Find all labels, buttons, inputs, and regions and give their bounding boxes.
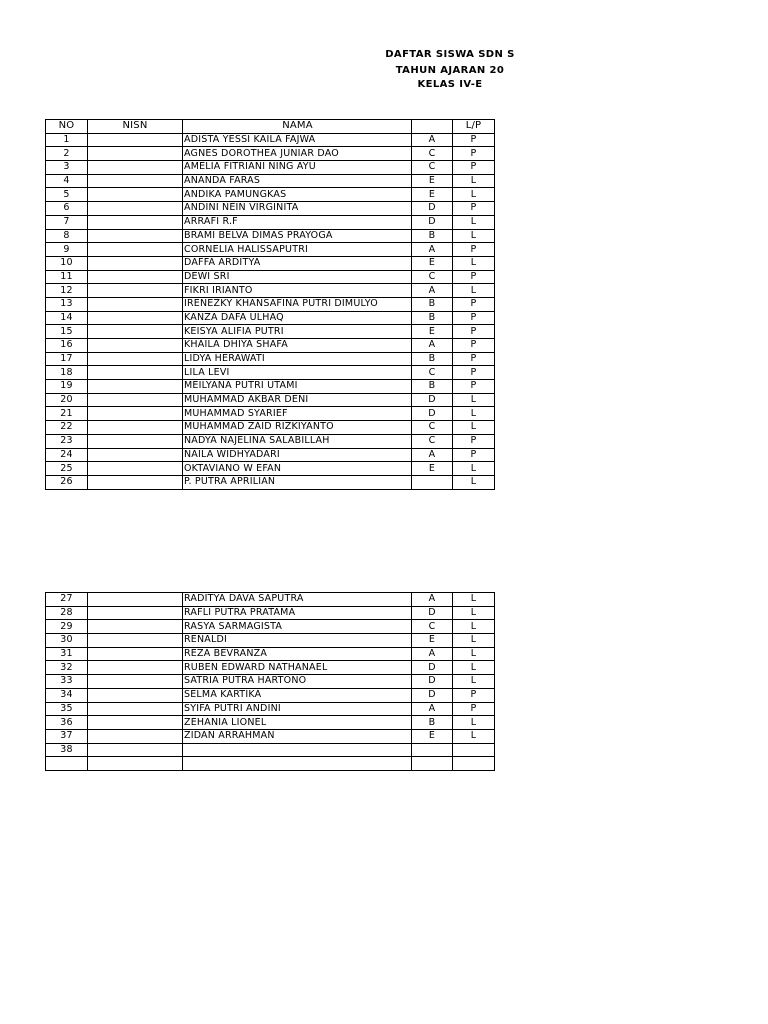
table-row xyxy=(46,215,495,229)
cell-nama: ANANDA FARAS xyxy=(183,174,412,188)
cell-group: E xyxy=(412,188,453,202)
cell-nisn xyxy=(88,339,183,353)
cell-lp: P xyxy=(453,352,495,366)
cell-nama: KHAILA DHIYA SHAFA xyxy=(183,339,412,353)
cell-nisn xyxy=(88,634,183,648)
cell-nama: CORNELIA HALISSAPUTRI xyxy=(183,243,412,257)
cell-no: 28 xyxy=(46,606,88,620)
cell-nisn xyxy=(88,688,183,702)
cell-nisn xyxy=(88,297,183,311)
cell-group: E xyxy=(412,174,453,188)
cell-no: 9 xyxy=(46,243,88,257)
table-row xyxy=(46,161,495,175)
table-row xyxy=(46,757,495,771)
cell-group: B xyxy=(412,297,453,311)
cell-lp: L xyxy=(453,407,495,421)
cell-lp: P xyxy=(453,702,495,716)
cell-lp: P xyxy=(453,202,495,216)
cell-nama: SELMA KARTIKA xyxy=(183,688,412,702)
table-row xyxy=(46,380,495,394)
cell-nama: DAFFA ARDITYA xyxy=(183,256,412,270)
cell-lp: L xyxy=(453,620,495,634)
cell-nisn xyxy=(88,243,183,257)
cell-lp: P xyxy=(453,688,495,702)
title-line-2: TAHUN AJARAN 20 xyxy=(395,65,505,76)
table-row xyxy=(46,256,495,270)
cell-nama: AMELIA FITRIANI NING AYU xyxy=(183,161,412,175)
cell-group: D xyxy=(412,661,453,675)
cell-group: D xyxy=(412,215,453,229)
table-row xyxy=(46,462,495,476)
cell-lp: P xyxy=(453,161,495,175)
cell-lp: P xyxy=(453,270,495,284)
cell-nama: ANDINI NEIN VIRGINITA xyxy=(183,202,412,216)
cell-nama: KANZA DAFA ULHAQ xyxy=(183,311,412,325)
cell-nisn xyxy=(88,147,183,161)
cell-nisn xyxy=(88,284,183,298)
cell-lp: L xyxy=(453,475,495,489)
cell-group: B xyxy=(412,311,453,325)
table-row xyxy=(46,716,495,730)
cell-nama: RASYA SARMAGISTA xyxy=(183,620,412,634)
cell-nama: KEISYA ALIFIA PUTRI xyxy=(183,325,412,339)
cell-group: A xyxy=(412,702,453,716)
cell-group: E xyxy=(412,729,453,743)
cell-group: E xyxy=(412,325,453,339)
cell-lp: P xyxy=(453,366,495,380)
cell-no: 29 xyxy=(46,620,88,634)
cell-lp: P xyxy=(453,133,495,147)
table-row xyxy=(46,202,495,216)
table-row xyxy=(46,174,495,188)
cell-lp: P xyxy=(453,339,495,353)
table-row xyxy=(46,688,495,702)
cell-no: 27 xyxy=(46,593,88,607)
cell-lp: L xyxy=(453,729,495,743)
cell-group: B xyxy=(412,380,453,394)
table-row xyxy=(46,475,495,489)
cell-no: 15 xyxy=(46,325,88,339)
cell-nama: AGNES DOROTHEA JUNIAR DAO xyxy=(183,147,412,161)
column-header-nama: NAMA xyxy=(183,120,412,134)
cell-nama: IRENEZKY KHANSAFINA PUTRI DIMULYO xyxy=(183,297,412,311)
cell-group: B xyxy=(412,716,453,730)
cell-no: 5 xyxy=(46,188,88,202)
table-row xyxy=(46,620,495,634)
cell-nisn xyxy=(88,620,183,634)
cell-no: 6 xyxy=(46,202,88,216)
cell-nama: P. PUTRA APRILIAN xyxy=(183,475,412,489)
cell-no: 38 xyxy=(46,743,88,757)
table-row xyxy=(46,339,495,353)
cell-lp: P xyxy=(453,434,495,448)
cell-nisn xyxy=(88,757,183,771)
cell-group: C xyxy=(412,421,453,435)
student-table-1 xyxy=(45,119,495,490)
cell-nama: REZA BEVRANZA xyxy=(183,647,412,661)
cell-nama: SATRIA PUTRA HARTONO xyxy=(183,675,412,689)
cell-no: 16 xyxy=(46,339,88,353)
cell-group: D xyxy=(412,688,453,702)
cell-nisn xyxy=(88,161,183,175)
cell-nama: NAILA WIDHYADARI xyxy=(183,448,412,462)
table-row xyxy=(46,270,495,284)
cell-group xyxy=(412,757,453,771)
cell-no: 31 xyxy=(46,647,88,661)
cell-nama: LIDYA HERAWATI xyxy=(183,352,412,366)
cell-nisn xyxy=(88,256,183,270)
cell-nama xyxy=(183,757,412,771)
cell-nama: NADYA NAJELINA SALABILLAH xyxy=(183,434,412,448)
cell-group xyxy=(412,475,453,489)
table-row xyxy=(46,634,495,648)
cell-lp: L xyxy=(453,593,495,607)
cell-nisn xyxy=(88,434,183,448)
cell-nama: DEWI SRI xyxy=(183,270,412,284)
cell-group: A xyxy=(412,647,453,661)
cell-no: 22 xyxy=(46,421,88,435)
cell-lp: P xyxy=(453,311,495,325)
cell-no: 7 xyxy=(46,215,88,229)
cell-no: 10 xyxy=(46,256,88,270)
cell-no: 35 xyxy=(46,702,88,716)
cell-group: A xyxy=(412,448,453,462)
cell-group: C xyxy=(412,434,453,448)
table-row xyxy=(46,675,495,689)
table-row xyxy=(46,407,495,421)
cell-no: 23 xyxy=(46,434,88,448)
cell-group: A xyxy=(412,284,453,298)
cell-nisn xyxy=(88,133,183,147)
cell-nisn xyxy=(88,188,183,202)
cell-nama: FIKRI IRIANTO xyxy=(183,284,412,298)
cell-group: E xyxy=(412,462,453,476)
title-line-1: DAFTAR SISWA SDN S xyxy=(385,49,515,60)
cell-group: D xyxy=(412,407,453,421)
table-row xyxy=(46,229,495,243)
cell-group: A xyxy=(412,593,453,607)
title-line-3: KELAS IV-E xyxy=(417,79,483,90)
table-row xyxy=(46,434,495,448)
cell-nama: RENALDI xyxy=(183,634,412,648)
cell-nama: ADISTA YESSI KAILA FAJWA xyxy=(183,133,412,147)
cell-nisn xyxy=(88,743,183,757)
table-row xyxy=(46,448,495,462)
cell-nisn xyxy=(88,229,183,243)
cell-nama xyxy=(183,743,412,757)
cell-no: 17 xyxy=(46,352,88,366)
cell-no: 21 xyxy=(46,407,88,421)
cell-lp: L xyxy=(453,256,495,270)
cell-group: E xyxy=(412,634,453,648)
cell-no: 12 xyxy=(46,284,88,298)
table-row xyxy=(46,133,495,147)
cell-nisn xyxy=(88,215,183,229)
table-row xyxy=(46,284,495,298)
cell-nisn xyxy=(88,593,183,607)
cell-group xyxy=(412,743,453,757)
table-row xyxy=(46,729,495,743)
cell-nama: ARRAFI R.F xyxy=(183,215,412,229)
cell-group: B xyxy=(412,229,453,243)
cell-nisn xyxy=(88,407,183,421)
cell-lp xyxy=(453,757,495,771)
cell-nisn xyxy=(88,174,183,188)
cell-nama: ZEHANIA LIONEL xyxy=(183,716,412,730)
cell-no: 13 xyxy=(46,297,88,311)
cell-nisn xyxy=(88,311,183,325)
cell-nama: MUHAMMAD SYARIEF xyxy=(183,407,412,421)
cell-no: 4 xyxy=(46,174,88,188)
cell-no: 25 xyxy=(46,462,88,476)
cell-nisn xyxy=(88,421,183,435)
cell-no: 20 xyxy=(46,393,88,407)
table-row xyxy=(46,243,495,257)
cell-group: D xyxy=(412,202,453,216)
cell-no: 3 xyxy=(46,161,88,175)
cell-group: C xyxy=(412,366,453,380)
cell-no: 32 xyxy=(46,661,88,675)
cell-lp: P xyxy=(453,380,495,394)
student-table-2 xyxy=(45,592,495,771)
table-row xyxy=(46,593,495,607)
cell-no xyxy=(46,757,88,771)
cell-lp: L xyxy=(453,647,495,661)
table-row xyxy=(46,606,495,620)
cell-lp: P xyxy=(453,297,495,311)
cell-lp: P xyxy=(453,325,495,339)
cell-group: B xyxy=(412,352,453,366)
cell-group: D xyxy=(412,675,453,689)
cell-no: 18 xyxy=(46,366,88,380)
table-row xyxy=(46,647,495,661)
cell-nisn xyxy=(88,325,183,339)
cell-lp: L xyxy=(453,229,495,243)
cell-nisn xyxy=(88,716,183,730)
cell-nama: RADITYA DAVA SAPUTRA xyxy=(183,593,412,607)
cell-nama: MEILYANA PUTRI UTAMI xyxy=(183,380,412,394)
cell-nisn xyxy=(88,661,183,675)
cell-nama: RUBEN EDWARD NATHANAEL xyxy=(183,661,412,675)
cell-nisn xyxy=(88,606,183,620)
cell-group: C xyxy=(412,620,453,634)
cell-lp: L xyxy=(453,661,495,675)
cell-nama: ZIDAN ARRAHMAN xyxy=(183,729,412,743)
cell-lp xyxy=(453,743,495,757)
cell-nama: SYIFA PUTRI ANDINI xyxy=(183,702,412,716)
cell-no: 14 xyxy=(46,311,88,325)
table-row xyxy=(46,325,495,339)
table-row xyxy=(46,421,495,435)
cell-group: C xyxy=(412,147,453,161)
cell-nisn xyxy=(88,729,183,743)
table-row xyxy=(46,311,495,325)
cell-lp: L xyxy=(453,215,495,229)
column-header-lp: L/P xyxy=(453,120,495,134)
cell-lp: L xyxy=(453,462,495,476)
cell-nama: LILA LEVI xyxy=(183,366,412,380)
cell-nisn xyxy=(88,448,183,462)
cell-nisn xyxy=(88,270,183,284)
cell-group: C xyxy=(412,161,453,175)
document-title xyxy=(0,0,515,100)
table-row xyxy=(46,393,495,407)
cell-nisn xyxy=(88,366,183,380)
cell-group: A xyxy=(412,339,453,353)
cell-lp: P xyxy=(453,147,495,161)
table-row xyxy=(46,702,495,716)
cell-no: 24 xyxy=(46,448,88,462)
table-row xyxy=(46,297,495,311)
cell-no: 36 xyxy=(46,716,88,730)
cell-no: 8 xyxy=(46,229,88,243)
table-row xyxy=(46,743,495,757)
cell-no: 30 xyxy=(46,634,88,648)
cell-no: 19 xyxy=(46,380,88,394)
cell-no: 1 xyxy=(46,133,88,147)
cell-nisn xyxy=(88,475,183,489)
cell-lp: L xyxy=(453,716,495,730)
column-header-group xyxy=(412,120,453,134)
table-header-row xyxy=(46,120,495,134)
cell-lp: L xyxy=(453,284,495,298)
cell-lp: L xyxy=(453,606,495,620)
cell-group: D xyxy=(412,393,453,407)
cell-no: 11 xyxy=(46,270,88,284)
cell-no: 34 xyxy=(46,688,88,702)
cell-nisn xyxy=(88,202,183,216)
cell-no: 33 xyxy=(46,675,88,689)
table-row xyxy=(46,661,495,675)
cell-lp: P xyxy=(453,243,495,257)
column-header-no: NO xyxy=(46,120,88,134)
cell-nama: RAFLI PUTRA PRATAMA xyxy=(183,606,412,620)
cell-group: A xyxy=(412,243,453,257)
cell-lp: L xyxy=(453,174,495,188)
cell-nisn xyxy=(88,380,183,394)
cell-lp: L xyxy=(453,421,495,435)
cell-nama: BRAMI BELVA DIMAS PRAYOGA xyxy=(183,229,412,243)
cell-nama: OKTAVIANO W EFAN xyxy=(183,462,412,476)
cell-lp: P xyxy=(453,448,495,462)
cell-lp: L xyxy=(453,675,495,689)
cell-group: E xyxy=(412,256,453,270)
cell-nama: ANDIKA PAMUNGKAS xyxy=(183,188,412,202)
cell-nama: MUHAMMAD AKBAR DENI xyxy=(183,393,412,407)
cell-nisn xyxy=(88,352,183,366)
cell-no: 26 xyxy=(46,475,88,489)
cell-lp: L xyxy=(453,188,495,202)
cell-group: D xyxy=(412,606,453,620)
cell-nisn xyxy=(88,647,183,661)
cell-lp: L xyxy=(453,634,495,648)
cell-nisn xyxy=(88,675,183,689)
cell-no: 2 xyxy=(46,147,88,161)
cell-nisn xyxy=(88,393,183,407)
cell-nama: MUHAMMAD ZAID RIZKIYANTO xyxy=(183,421,412,435)
table-row xyxy=(46,188,495,202)
cell-group: A xyxy=(412,133,453,147)
table-row xyxy=(46,352,495,366)
table-row xyxy=(46,366,495,380)
column-header-nisn: NISN xyxy=(88,120,183,134)
cell-lp: L xyxy=(453,393,495,407)
cell-no: 37 xyxy=(46,729,88,743)
table-row xyxy=(46,147,495,161)
cell-nisn xyxy=(88,462,183,476)
cell-nisn xyxy=(88,702,183,716)
cell-group: C xyxy=(412,270,453,284)
